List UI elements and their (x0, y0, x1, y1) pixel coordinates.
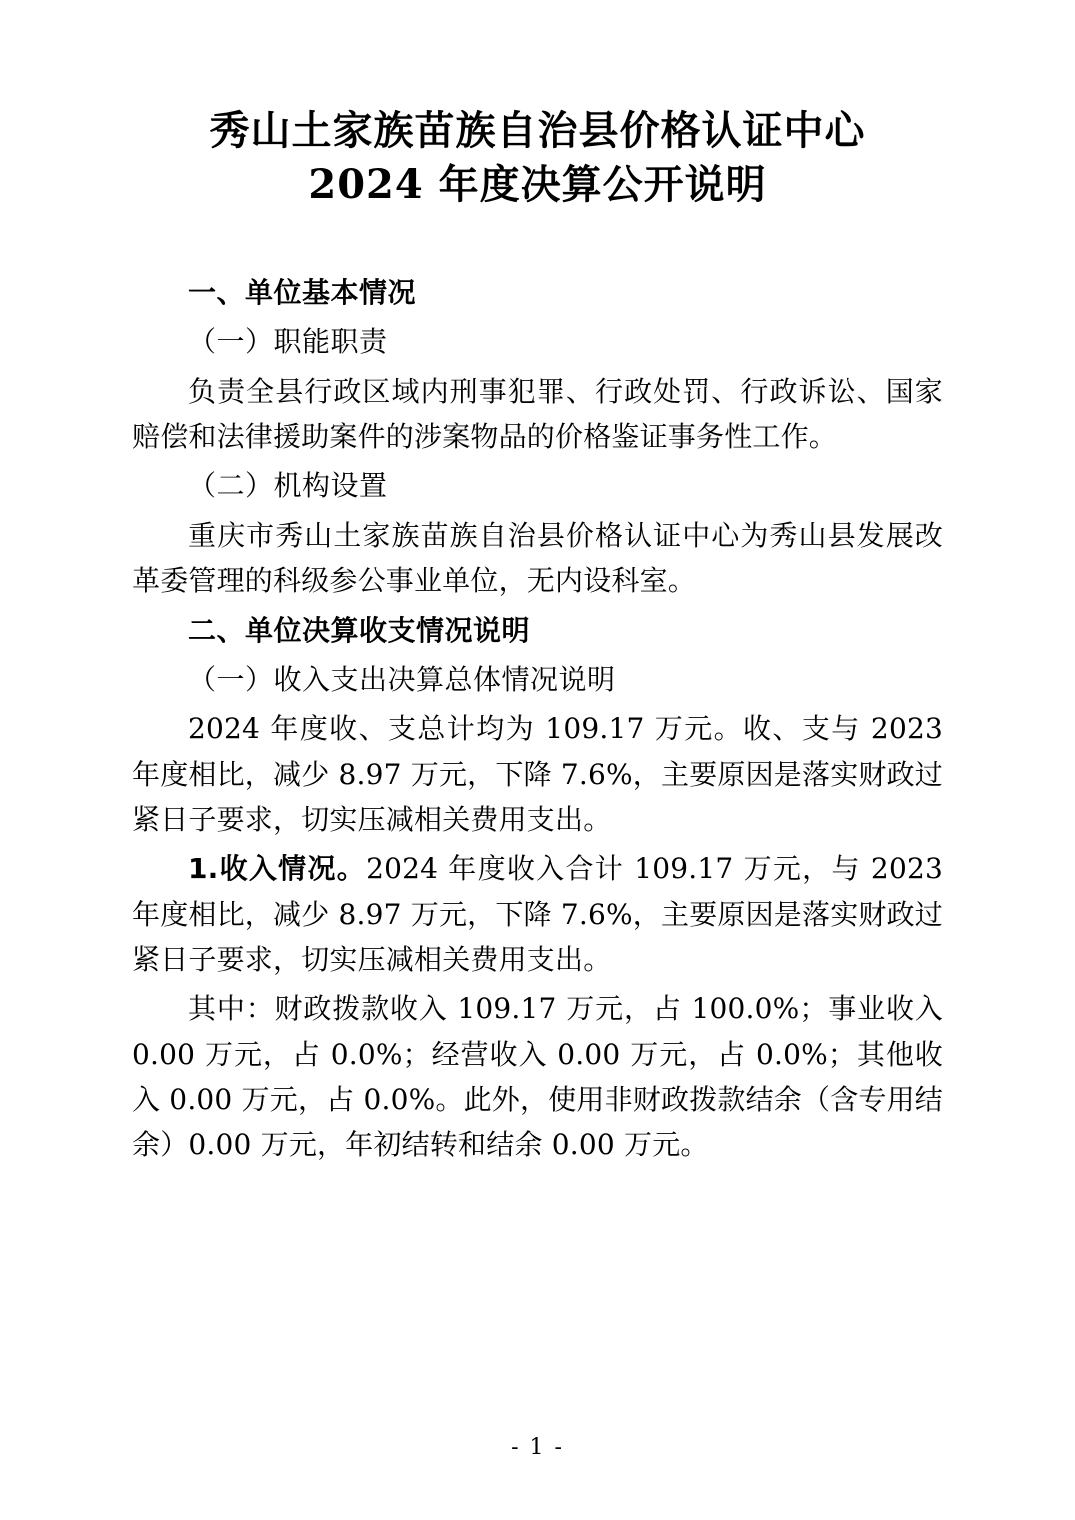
paragraph-income-body: 2024 年度收入合计 109.17 万元，与 2023 年度相比，减少 8.97 万元，下降 7.6%，主要原因是落实财政过紧日子要求，切实压减相关费用支出。 (132, 852, 943, 977)
title-line-1: 秀山土家族苗族自治县价格认证中心 (209, 107, 866, 154)
section-heading-budget-overview: 二、单位决算收支情况说明 (188, 613, 531, 647)
section-heading-unit-basics: 一、单位基本情况 (188, 276, 417, 309)
paragraph-total-amount: 2024 年度收、支总计均为 109.17 万元。收、支与 2023 年度相比，减少 8.97 万元，下降 7.6%，主要原因是落实财政过紧日子要求，切实压减相关费用支出。 (132, 712, 943, 836)
paragraph-income-situation (132, 846, 943, 982)
subsection-heading-income-expense-overview: （一）收入支出决算总体情况说明 (188, 662, 616, 696)
page-title (132, 104, 943, 212)
paragraph-duties-body: 负责全县行政区域内刑事犯罪、行政处罚、行政诉讼、国家赔偿和法律援助案件的涉案物品的价格鉴证事务性工作。 (132, 374, 943, 454)
paragraph-income-breakdown: 其中：财政拨款收入 109.17 万元，占 100.0%；事业收入 0.00 万元，占 0.0%；经营收入 0.00 万元，占 0.0%；其他收入 0.00 万元，占 0.0%。此外，使用非财政拨款结余（含专用结余）0.00 万元，年初结转和结余 0.00 万元。 (132, 992, 943, 1162)
page-number: - 1 - (511, 1435, 564, 1460)
subsection-heading-organization: （二）机构设置 (188, 469, 388, 503)
paragraph-income-lead: 1.收入情况。 (188, 852, 367, 886)
subsection-heading-duties: （一）职能职责 (188, 325, 388, 359)
paragraph-organization-body: 重庆市秀山土家族苗族自治县价格认证中心为秀山县发展改革委管理的科级参公事业单位，无内设科室。 (132, 518, 943, 598)
title-line-2: 2024 年度决算公开说明 (308, 161, 767, 208)
